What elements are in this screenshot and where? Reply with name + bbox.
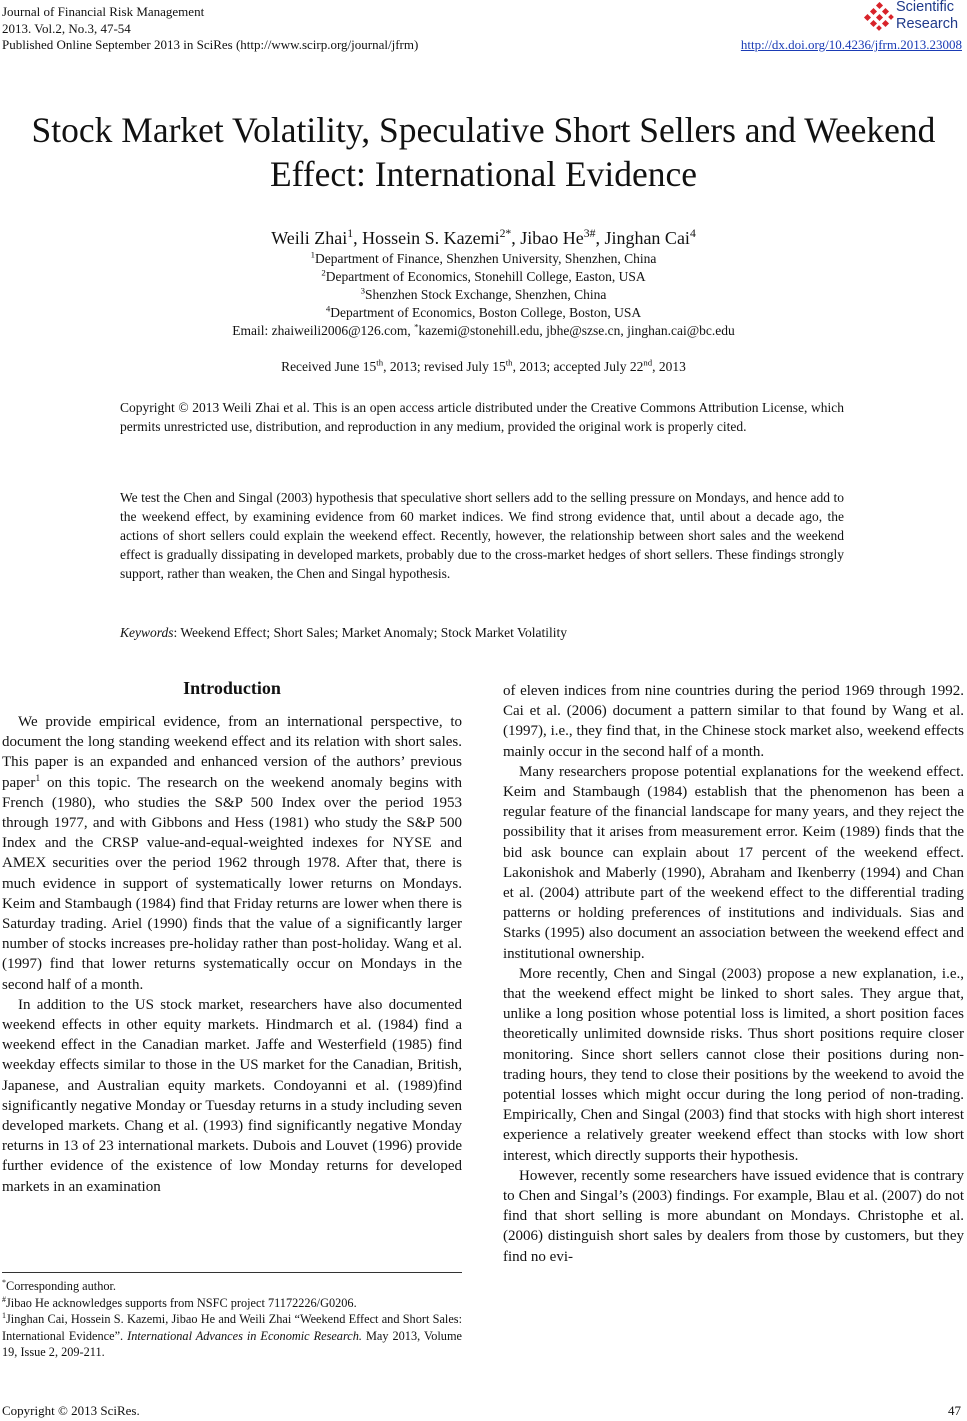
right-column: [503, 681, 964, 1267]
affiliation: $^3$Shenzhen Stock Exchange, Shenzhen, China: [360, 285, 607, 302]
published-online: Published Online September 2013 in SciRes (http://www.scirp.org/journal/jfrm): [2, 37, 419, 52]
abstract: We test the Chen and Singal (2003) hypothesis that speculative short sellers add to the selling pressure on Mondays, and hence add to the weekend effect, by examining evidence from 60 market indices. We find strong evidence that, until about a decade ago, the actions of short sellers could explain the weekend effect. Recently, however, the relationship between short sales and the weekend effect is gradually dissipating in developed markets, probably due to the cross-market hedges of short sellers. These findings strongly support, rather than weaken, the Chen and Singal hypothesis.: [120, 490, 844, 581]
paragraph: More recently, Chen and Singal (2003) propose a new explanation, i.e., that the weekend effect might be linked to short sales. They argue that, unlike a long position whose potential loss is limited, a short position faces theoretically unlimited downside risks. Thus short positions require closer monitoring. Since short sellers cannot close their positions during non-trading hours, they tend to close their positions by the weekend to avoid the potential losses which might occur during the long period of non-trading. Empirically, Chen and Singal (2003) find that stocks with high short interest experience a relatively greater weekend effect than stocks with low short interest, which directly supports their hypothesis.: [503, 965, 964, 1164]
copyright-notice: Copyright © 2013 Weili Zhai et al. This is an open access article distributed under the Creative Commons Attribution License, which permits unrestricted use, distribution, and reproduction in any medium, provided the original work is properly cited.: [120, 400, 844, 434]
section-heading-introduction: Introduction: [183, 678, 281, 698]
author-emails: Email: zhaiweili2006@126.com, *kazemi@stonehill.edu, jbhe@szse.cn, jinghan.cai@bc.edu: [232, 321, 735, 338]
footnotes: [2, 1278, 462, 1361]
journal-volume: 2013. Vol.2, No.3, 47-54: [2, 20, 131, 36]
author: Jibao $He^{3\#}$,: [520, 227, 605, 248]
author: Weili Zhai$^1$,: [271, 227, 363, 248]
paragraph: of eleven indices from nine countries during the period 1969 through 1992. Cai et al. (2006) document a pattern similar to that found by Wang et al. (1997), i.e., they find that, in the Chinese stock market also, weekend effects mainly occur in the second half of a month.: [503, 683, 964, 760]
logo-mark-icon: [863, 2, 895, 32]
affiliation: $^1$Department of Finance, Shenzhen University, Shenzhen, China: [310, 249, 657, 266]
page-number: 47: [948, 1403, 961, 1418]
footer-copyright: Copyright © 2013 SciRes.: [2, 1403, 140, 1418]
affiliation: $^2$Department of Economics, Stonehill College, Easton, USA: [321, 267, 646, 284]
author-list: [0, 228, 967, 249]
author: Hossein S. Kazemi$^{2*}$,: [362, 227, 521, 248]
publisher-logo: [863, 0, 963, 36]
left-column: [2, 712, 462, 1197]
paragraph: Many researchers propose potential explanations for the weekend effect. Keim and Stambaugh (1984) establish that the phenomenon has been a regular feature of the financial landscape for many years, and they reject the possibility that it arises from measurement error. Keim (1989) finds that the bid ask bounce can explain about 17 percent of the weekend effect. Lakonishok and Maberly (1990), Abraham and Ikenberry (1994) and Chan et al. (2004) attribute part of the weekend effect to the differential trading patterns or holding preferences of institutions and individuals. Sias and Starks (1995) also document an association between the weekend effect and institutional ownership.: [503, 763, 964, 962]
journal-name: Journal of Financial Risk Management: [2, 4, 205, 19]
doi-link[interactable]: http://dx.doi.org/10.4236/jfrm.2013.23008: [740, 37, 962, 52]
footnote: *Corresponding author.: [2, 1277, 116, 1293]
paragraph: However, recently some researchers have issued evidence that is contrary to Chen and Singal’s (2003) findings. For example, Blau et al. (2007) do not find that short selling is more abundant on Mondays. Christophe et al. (2006) distinguish short sales by dealers from those by customers, but they find no evi-: [503, 1167, 964, 1265]
paragraph: We provide empirical evidence, from an international perspective, to document the long standing weekend effect and its relation with short sales. This paper is an expanded and enhanced version of the authors’ previous paper$^1$ on this topic. The research on the weekend anomaly begins with French (1980), who studies the S&P 500 Index over the period 1953 through 1977, and with Gibbons and Hess (1981) who study the S&P 500 Index and the CRSP value-and-equal-weighted indexes for NYSE and AMEX securities over the period 1962 through 1978. After that, there is much evidence in support of systematically lower returns on Mondays. Keim and Stambaugh (1984) find that Friday returns are lower when there is Saturday trading. Ariel (1990) finds that the value of a significantly larger number of stocks increases pre-holiday rather than post-holiday. Wang et al. (1997) find that lower returns systematically occur on Mondays in the second half of a month.: [2, 714, 462, 993]
article-title: Stock Market Volatility, Speculative Short Sellers and Weekend Effect: International Evidence: [31, 110, 936, 194]
paragraph: In addition to the US stock market, researchers have also documented weekend effects in other equity markets. Hindmarch et al. (1984) find a weekend effect in the Canadian market. Jaffe and Westerfield (1985) find weekday effects similar to those in the US market for the Canadian, British, Japanese, and Australian equity markets. Condoyanni et al. (1989)find significantly negative Monday or Tuesday returns in a study including seven developed markets. Chang et al. (1993) find significantly negative Monday returns in 13 of 23 international markets. Dubois and Louvet (1996) provide further evidence of the existence of low Monday returns for developed markets in an examination: [2, 996, 462, 1195]
received-dates: Received June 15th, 2013; revised July 15th, 2013; accepted July 22nd, 2013: [281, 357, 686, 374]
footnote: #Jibao He acknowledges supports from NSFC project 71172226/G0206.: [2, 1294, 357, 1310]
affiliation: $^4$Department of Economics, Boston College, Boston, USA: [325, 303, 642, 320]
keywords: Keywords: Weekend Effect; Short Sales; Market Anomaly; Stock Market Volatility: [120, 625, 567, 640]
footnote: $^1$Jinghan Cai, Hossein S. Kazemi, Jibao He and Weili Zhai “Weekend Effect and Short Sales: International Evidence”. International Advances in Economic Research. May 2013, Volume 19, Issue 2, 209-211.: [2, 1310, 462, 1359]
author: Jinghan Cai$^4$: [604, 227, 696, 248]
footnote-divider: [2, 1272, 462, 1273]
logo-text: Scientific Research: [896, 0, 959, 32]
